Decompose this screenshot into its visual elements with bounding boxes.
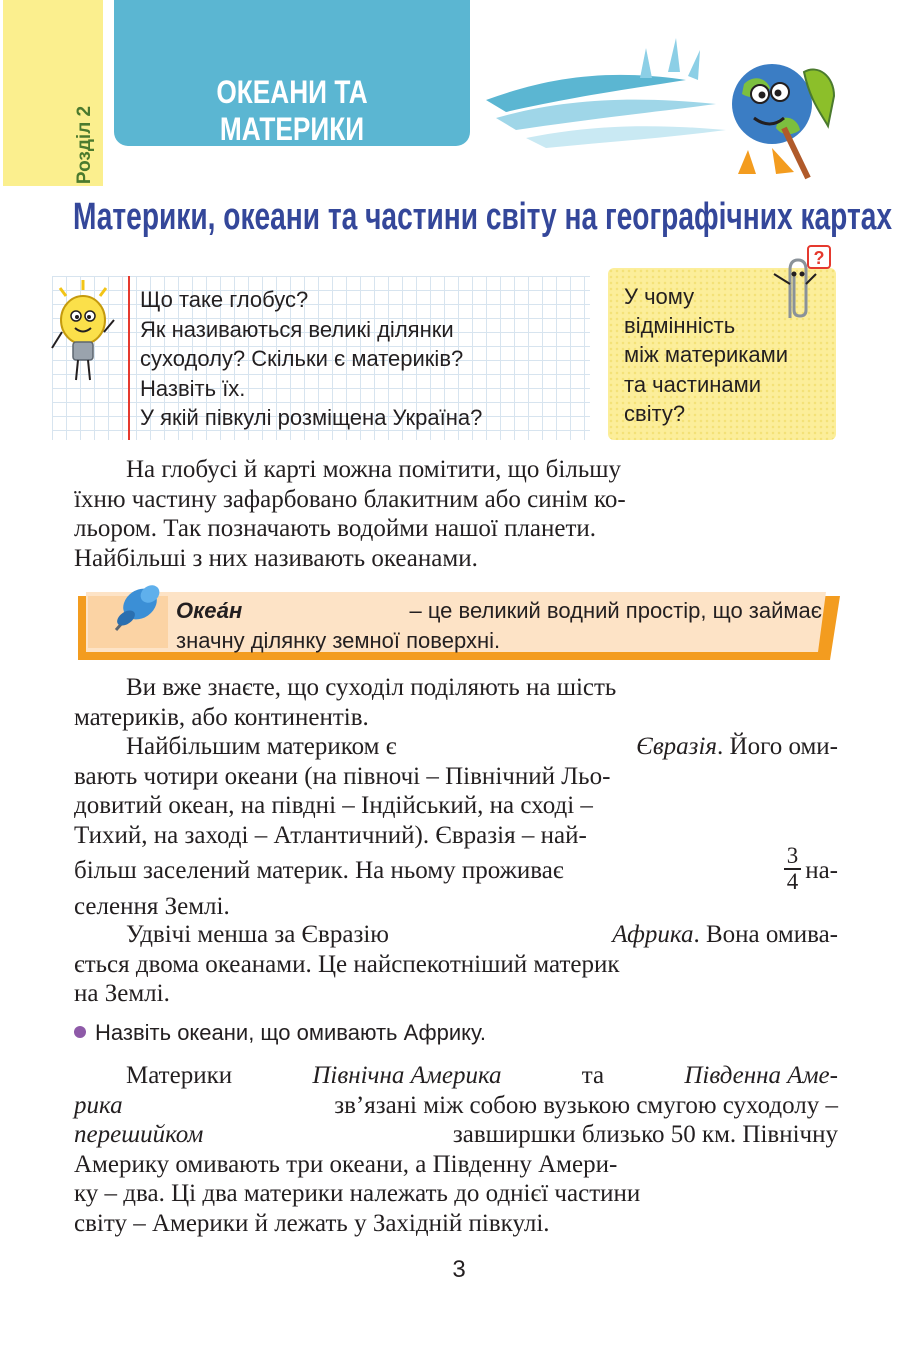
sticky-line: та частинами — [624, 371, 762, 397]
term-eurasia: Євразія — [636, 733, 718, 760]
pushpin-icon — [96, 578, 166, 640]
question-line: Як називаються великі ділянки — [140, 316, 454, 342]
text-segment: та — [581, 1062, 605, 1089]
text-line — [74, 920, 838, 950]
page-number: 3 — [452, 1256, 466, 1283]
text-line: Тихий, на заході – Атлантичний). Євразія – най- — [74, 821, 587, 849]
text-segment: більш заселений материк. На ньому проживає — [74, 857, 564, 885]
text-line — [74, 673, 838, 703]
text-line: Найбільші з них називають океанами. — [74, 544, 478, 572]
text-segment: завширшки близько 50 км. Північну — [452, 1121, 838, 1148]
text-line-content: На глобусі й карті можна помітити, що більшу — [126, 456, 621, 483]
text-line — [74, 843, 838, 894]
fraction-numerator: 3 — [784, 844, 802, 870]
definition-text — [176, 596, 822, 656]
question-line: суходолу? Скільки є материків? — [140, 346, 464, 372]
globe-mascot-illustration — [486, 38, 846, 183]
svg-text:?: ? — [813, 248, 825, 268]
americas-paragraph — [74, 1061, 838, 1238]
intro-paragraph — [74, 455, 838, 573]
text-line: їхню частину зафарбовано блакитним або синім ко- — [74, 485, 626, 513]
term-south-america-end: рика — [74, 1091, 123, 1119]
text-line — [74, 732, 838, 762]
chapter-title: ОКЕАНИ ТА МАТЕРИКИ — [216, 74, 368, 147]
question-line: Що таке глобус? — [140, 287, 309, 312]
bullet-dot-icon — [74, 1026, 86, 1038]
text-segment: . Вона омива- — [693, 921, 838, 948]
page-title: Материки, океани та частини світу на географічних картах — [73, 196, 893, 238]
bullet-question-text: Назвіть океани, що омивають Африку. — [95, 1020, 486, 1045]
text-segment: зв’язані між собою вузькою смугою суходолу – — [334, 1091, 838, 1119]
sticky-line: світу? — [624, 400, 686, 426]
text-line: льором. Так позначають водойми нашої планети. — [74, 515, 597, 542]
text-line: вають чотири океани (на півночі – Північний Льо- — [74, 762, 611, 790]
text-line — [74, 1091, 838, 1121]
africa-paragraph — [74, 920, 838, 1009]
text-line: довитий океан, на півдні – Індійський, на сході – — [74, 792, 593, 819]
text-line: на Землі. — [74, 980, 170, 1007]
text-line-content: Ви вже знаєте, що суходіл поділяють на шість — [126, 674, 617, 701]
term-north-america: Північна Америка — [312, 1062, 502, 1089]
text-segment: Материки — [126, 1062, 233, 1089]
text-line — [74, 455, 838, 485]
text-segment: на- — [805, 857, 838, 885]
definition-line: значну ділянку земної поверхні. — [176, 628, 501, 653]
questions-list — [140, 285, 482, 433]
sticky-line: між материками — [624, 342, 789, 368]
text-line: селення Землі. — [74, 893, 230, 920]
chapter-banner — [114, 0, 470, 146]
term-isthmus: перешийком — [74, 1121, 204, 1148]
sticky-line: відмінність — [624, 313, 736, 339]
definition-term: Океа́н — [176, 598, 243, 623]
question-line: У якій півкулі розміщена Україна? — [140, 405, 483, 431]
questions-box-margin-line — [128, 276, 130, 440]
fraction-three-quarters — [784, 844, 802, 894]
text-line: Америку омивають три океани, а Південну Амери- — [74, 1150, 618, 1178]
text-line — [74, 1061, 838, 1091]
section-tab — [3, 0, 103, 186]
term-south-america: Південна Аме- — [684, 1062, 838, 1089]
definition-line — [176, 596, 822, 626]
section-label: Розділ 2 — [74, 105, 95, 185]
bullet-question — [74, 1020, 486, 1046]
text-segment: Найбільшим материком є — [126, 733, 397, 760]
text-segment: Удвічі менша за Євразію — [126, 921, 389, 948]
sticky-line: У чому — [624, 284, 695, 309]
eurasia-paragraph — [74, 732, 838, 922]
continents-paragraph — [74, 673, 838, 732]
term-africa: Африка — [612, 921, 694, 948]
lightbulb-mascot-icon — [48, 276, 118, 396]
text-line: світу – Америки й лежать у Західній півкулі. — [74, 1209, 550, 1237]
definition-line1-rest: – це великий водний простір, що займає — [409, 598, 822, 623]
text-line: ється двома океанами. Це найспекотніший материк — [74, 950, 620, 978]
text-line: материків, або континентів. — [74, 703, 369, 731]
text-segment: . Його оми- — [717, 733, 838, 760]
fraction-denominator: 4 — [786, 869, 799, 894]
sticky-note-text — [624, 282, 788, 428]
text-line: ку – два. Ці два материки належать до однієї частини — [74, 1180, 641, 1207]
question-line: Назвіть їх. — [140, 375, 246, 401]
text-line — [74, 1120, 838, 1150]
